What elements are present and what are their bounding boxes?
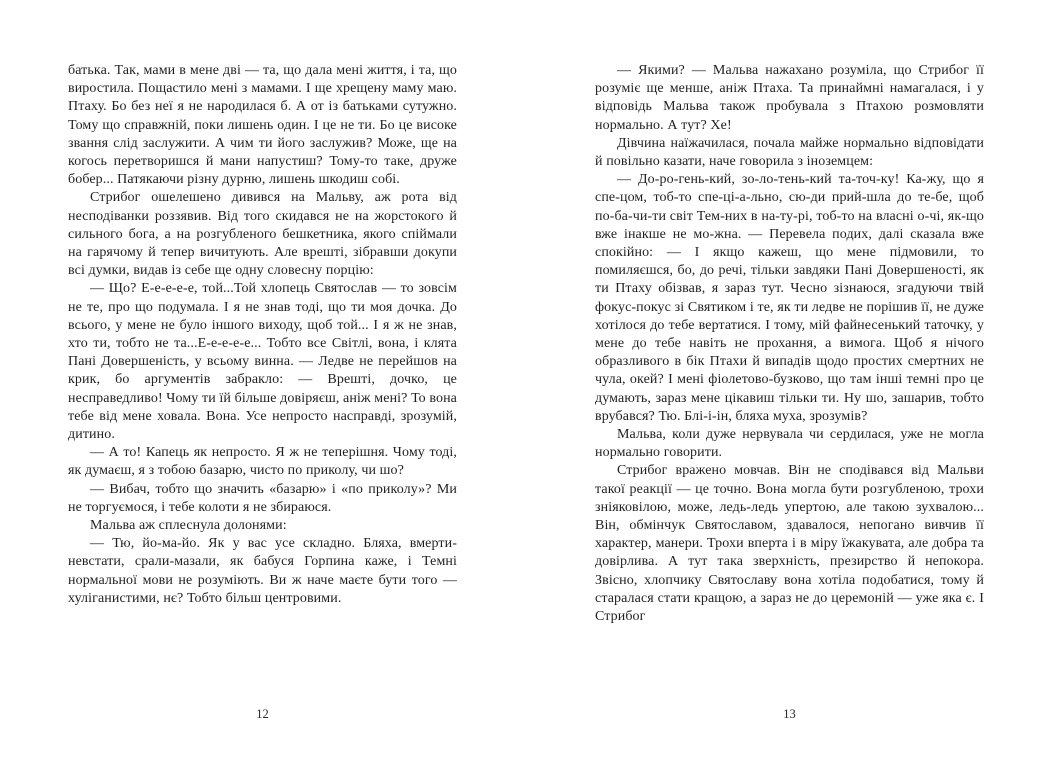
page-right: [525, 0, 1050, 760]
paragraph: — Якими? — Мальва нажахано розуміла, що Стрибог її розуміє ще менше, аніж Птаха. Та принаймні намагалася, і у відповідь Мальва також пробувала з Птахою розмовляти нормально. А тут? Хе!: [595, 63, 984, 133]
paragraph: батька. Так, мами в мене дві — та, що дала мені життя, і та, що виростила. Пощастило мені з мамами. І ще хрещену маму маю. Птаху. Бо без неї я не народилася б. А от із батьками сутужно. Тому що справжній, поки лишень один. І це не ти. Бо це високе звання слід заслужити. А чим ти його заслужив? Може, ще на когось перетворишся й мани напустиш? Тому-то таке, друже бобер... Патякаючи різну дурню, лишень шкодиш собі.: [68, 63, 457, 188]
paragraph: — Вибач, тобто що значить «базарю» і «по приколу»? Ми не торгуємося, і тебе колоти я не збираюся.: [68, 481, 457, 515]
page-right-text: [595, 62, 984, 626]
paragraph: Мальва аж сплеснула долонями:: [90, 518, 287, 534]
page-left-text: [68, 62, 457, 608]
page-right-number: 13: [783, 707, 796, 721]
paragraph: Стрибог ошелешено дивився на Мальву, аж рота від несподіванки роззявив. Від того скидався не на жорстокого й сильного бога, а на розгубленого бешкетника, якого спіймали на гарячому й тепер вичитують. Але врешті, зібравши докупи всі думки, видав із себе ще одну словесну порцію:: [68, 190, 457, 279]
paragraph: Дівчина наїжачилася, почала майже нормально відповідати й повільно казати, наче говорила з іноземцем:: [595, 135, 984, 170]
paragraph: Стрибог вражено мовчав. Він не сподівався від Мальви такої реакції — це точно. Вона могла бути розгубленою, трохи зніяковілою, може, ледь-ледь упертою, але такою зухвалою... Він, обмінчук Святославом, здавалося, непогано вивчив її характер, манери. Трохи вперта і в міру їжакувата, але добра та довірлива. А тут така зверхність, презирство й непокора. Звісно, хлопчику Святославу вона хотіла подобатися, тому й старалася стати кращою, а зараз не до церемоній — уже яка є. І Стрибог: [595, 463, 984, 625]
paragraph: Мальва, коли дуже нервувала чи сердилася, уже не могла нормально говорити.: [595, 427, 984, 461]
paragraph: — Тю, йо-ма-йо. Як у вас усе складно. Бляха, вмерти-невстати, срали-мазали, як бабуся Горпина каже, і Темні нормальної мови не розуміють. Ви ж наче маєте бути того — хуліганистими, нє? Тобто більш центровими.: [68, 536, 457, 606]
paragraph: — А то! Капець як непросто. Я ж не теперішня. Чому тоді, як думаєш, я з тобою базарю, чисто по приколу, чи шо?: [68, 445, 457, 479]
paragraph: — До-ро-гень-кий, зо-ло-тень-кий та-точ-ку! Ка-жу, що я спе-цом, тоб-то спе-ці-а-льно, сю-ди прий-шла до те-бе, щоб по-ба-чи-ти світ Тем-них в на-ту-рі, тоб-то на власні о-чі, як-що вже інакше не мо-жна. — Перевела подих, далі сказала вже спокійно: — І якщо кажеш, що мене підмовили, то помиляєшся, бо, до речі, тільки завдяки Пані Довершеності, як ти Птаху обізвав, я зараз тут. Чесно зізнаюся, згадуючи твій фокус-покус зі Святиком і те, як ти ледве не порішив її, не дуже хотілося до тебе вертатися. І тому, мій файнесенький таточку, у мене до тебе навіть не прохання, а вимога. Щоб я нічого образливого в бік Птахи й випадів щодо простих смертних не чула, окей? І мені фіолетово-бузково, що там інші темні про це думають, зараз мене цікавиш тільки ти. Ну шо, зашарив, тобто врубався? Тю. Блі-і-ін, бляха муха, зрозумів?: [595, 172, 984, 424]
page-left-number: 12: [256, 707, 269, 721]
paragraph: — Що? Е-е-е-е-е, той...Той хлопець Святослав — то зовсім не те, про що подумала. І я не знав тоді, що ти моя дочка. До всього, у мене не було іншого виходу, щоб той... І я ж не знав, хто ти, тобто не та...Е-е-е-е-е... Тобто все Світлі, вона, і клята Пані Довершеність, у всьому винна. — Ледве не перейшов на крик, бо аргументів забракло: — Врешті, дочко, це несправедливо! Чому ти їй більше довіряєш, аніж мені? То вона тебе від мене ховала. Вона. Усе непросто насправді, зрозумій, дитино.: [68, 281, 457, 443]
